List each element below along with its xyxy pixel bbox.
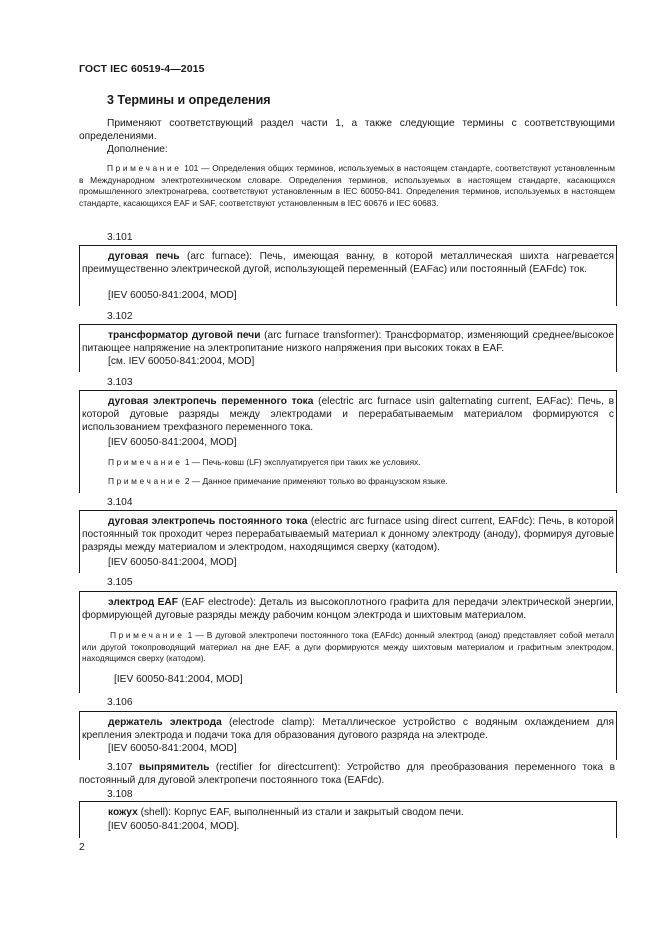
note-text: 1 — Печь-ковш (LF) эксплуатируется при таких же условиях. [184,457,421,467]
term-name: трансформатор дуговой печи [108,330,261,341]
note-101 [79,163,615,209]
note-label: Примечание [110,630,185,640]
term-box-3-103 [79,390,617,493]
note-text: 101 — Определения общих терминов, используемых в настоящем стандарте, соответствуют установленным в Международном электротехническом словаре. Определения терминов, используемых в настоящем стандарте, касающихся промышленного электронагрева, соответствуют установленным в IEC 60050-841. Определения терминов, используемых в настоящем стандарте, касающихся EAF и SAF, соответствуют установленным в IEC 60676 и IEC 60683. [79,163,615,208]
note-text: 1 — В дуговой электропечи постоянного тока (EAFdc) донный электрод (анод) представляет собой металл или другой токопроводящий материал на дне EAF, а дуги формируются между шихтовым материалом и графитным электродом, находящимся сверху (катодом). [82,630,614,663]
term-number: 3.105 [107,577,133,588]
term-number: 3.104 [107,497,133,508]
term-box-3-101 [79,245,617,306]
term-note [80,630,616,665]
document-code-header: ГОСТ IEC 60519-4—2015 [79,63,205,75]
term-box-3-102 [79,324,617,372]
term-box-3-108 [79,801,617,838]
term-box-3-105 [79,591,617,693]
page-number: 2 [79,842,85,853]
term-3-107 [79,761,615,787]
term-reference: [IEV 60050-841:2004, MOD] [108,557,237,568]
definition-text: (EAF electrode): Деталь из высокоплотного графита для передачи электрической энергии, формирующей дуговые разряды между рабочим концом электрода и шихтовым материалом. [82,597,614,621]
term-box-3-106 [79,711,617,760]
term-name: выпрямитель [139,762,210,773]
term-box-3-104 [79,510,617,573]
term-number: 3.106 [107,697,133,708]
intro-paragraph: Применяют соответствующий раздел части 1, а также следующие термины с соответствующими определениями. [79,118,615,142]
term-definition [80,250,616,276]
definition-text: (electric arc furnace using direct current, EAFdc): Печь, в которой постоянный ток проходит через перерабатываемый материал к донному электроду (аноду), формируя дуговые разряды между материалом и электродом, находящимся сверху (катодом). [82,516,614,553]
definition-text: (electric arc furnace usin galternating current, EAFac): Печь, в которой дуговые разряды между электродами и перерабатываемым материалом формируются с использованием трехфазного переменного тока. [82,396,614,433]
term-number: 3.103 [107,377,133,388]
term-number: 3.101 [107,232,133,243]
definition-text: (electrode clamp): Металлическое устройство с водяным охлаждением для крепления электрода и подачи тока для образования дугового разряда на электроде. [82,717,614,741]
definition-text: (rectifier for directcurrent): Устройство для преобразования переменного тока в постоянный для дуговой электропечи постоянного тока (EAFdc). [79,762,615,786]
note-label: Примечание [108,457,183,467]
definition-text: (arc furnace transformer): Трансформатор, изменяющий среднее/высокое питающее напряжение на электропитание низкого напряжения при высоких токах в EAF. [82,330,614,354]
term-reference: [IEV 60050-841:2004, MOD] [114,674,243,685]
definition-text: (arc furnace): Печь, имеющая ванну, в которой металлическая шихта нагревается преимущественно электрической дугой, использующей переменный (EAFac) или постоянный (EAFdc) ток. [82,251,615,275]
section-title: 3 Термины и определения [107,93,271,107]
term-note [108,457,421,469]
term-definition [80,395,616,434]
term-name: дуговая печь [108,251,180,262]
term-number: 3.107 [107,762,133,773]
term-definition [80,329,616,355]
term-definition [80,596,616,622]
term-reference: [IEV 60050-841:2004, MOD] [108,743,237,754]
term-definition [80,515,616,554]
term-name: дуговая электропечь переменного тока [108,396,314,407]
note-text: 2 — Данное примечание применяют только во французском языке. [184,476,448,486]
term-number: 3.102 [107,311,133,322]
intro-addition: Дополнение: [107,144,168,155]
term-name: дуговая электропечь постоянного тока [108,516,308,527]
term-note [108,476,448,488]
term-name: держатель электрода [108,717,222,728]
term-reference: [IEV 60050-841:2004, MOD] [108,437,237,448]
definition-text: (shell): Корпус EAF, выполненный из стали и закрытый сводом печи. [137,807,464,818]
term-definition [80,806,616,819]
note-label: Примечание [108,476,183,486]
term-reference: [см. IEV 60050-841:2004, MOD] [108,356,255,367]
term-name: кожух [108,807,138,818]
term-name: электрод EAF [108,597,179,608]
term-definition [80,716,616,742]
term-reference: [IEV 60050-841:2004, MOD]. [108,821,240,832]
term-reference: [IEV 60050-841:2004, MOD] [108,290,237,301]
note-label: Примечание [107,163,182,173]
term-number: 3.108 [107,789,133,800]
